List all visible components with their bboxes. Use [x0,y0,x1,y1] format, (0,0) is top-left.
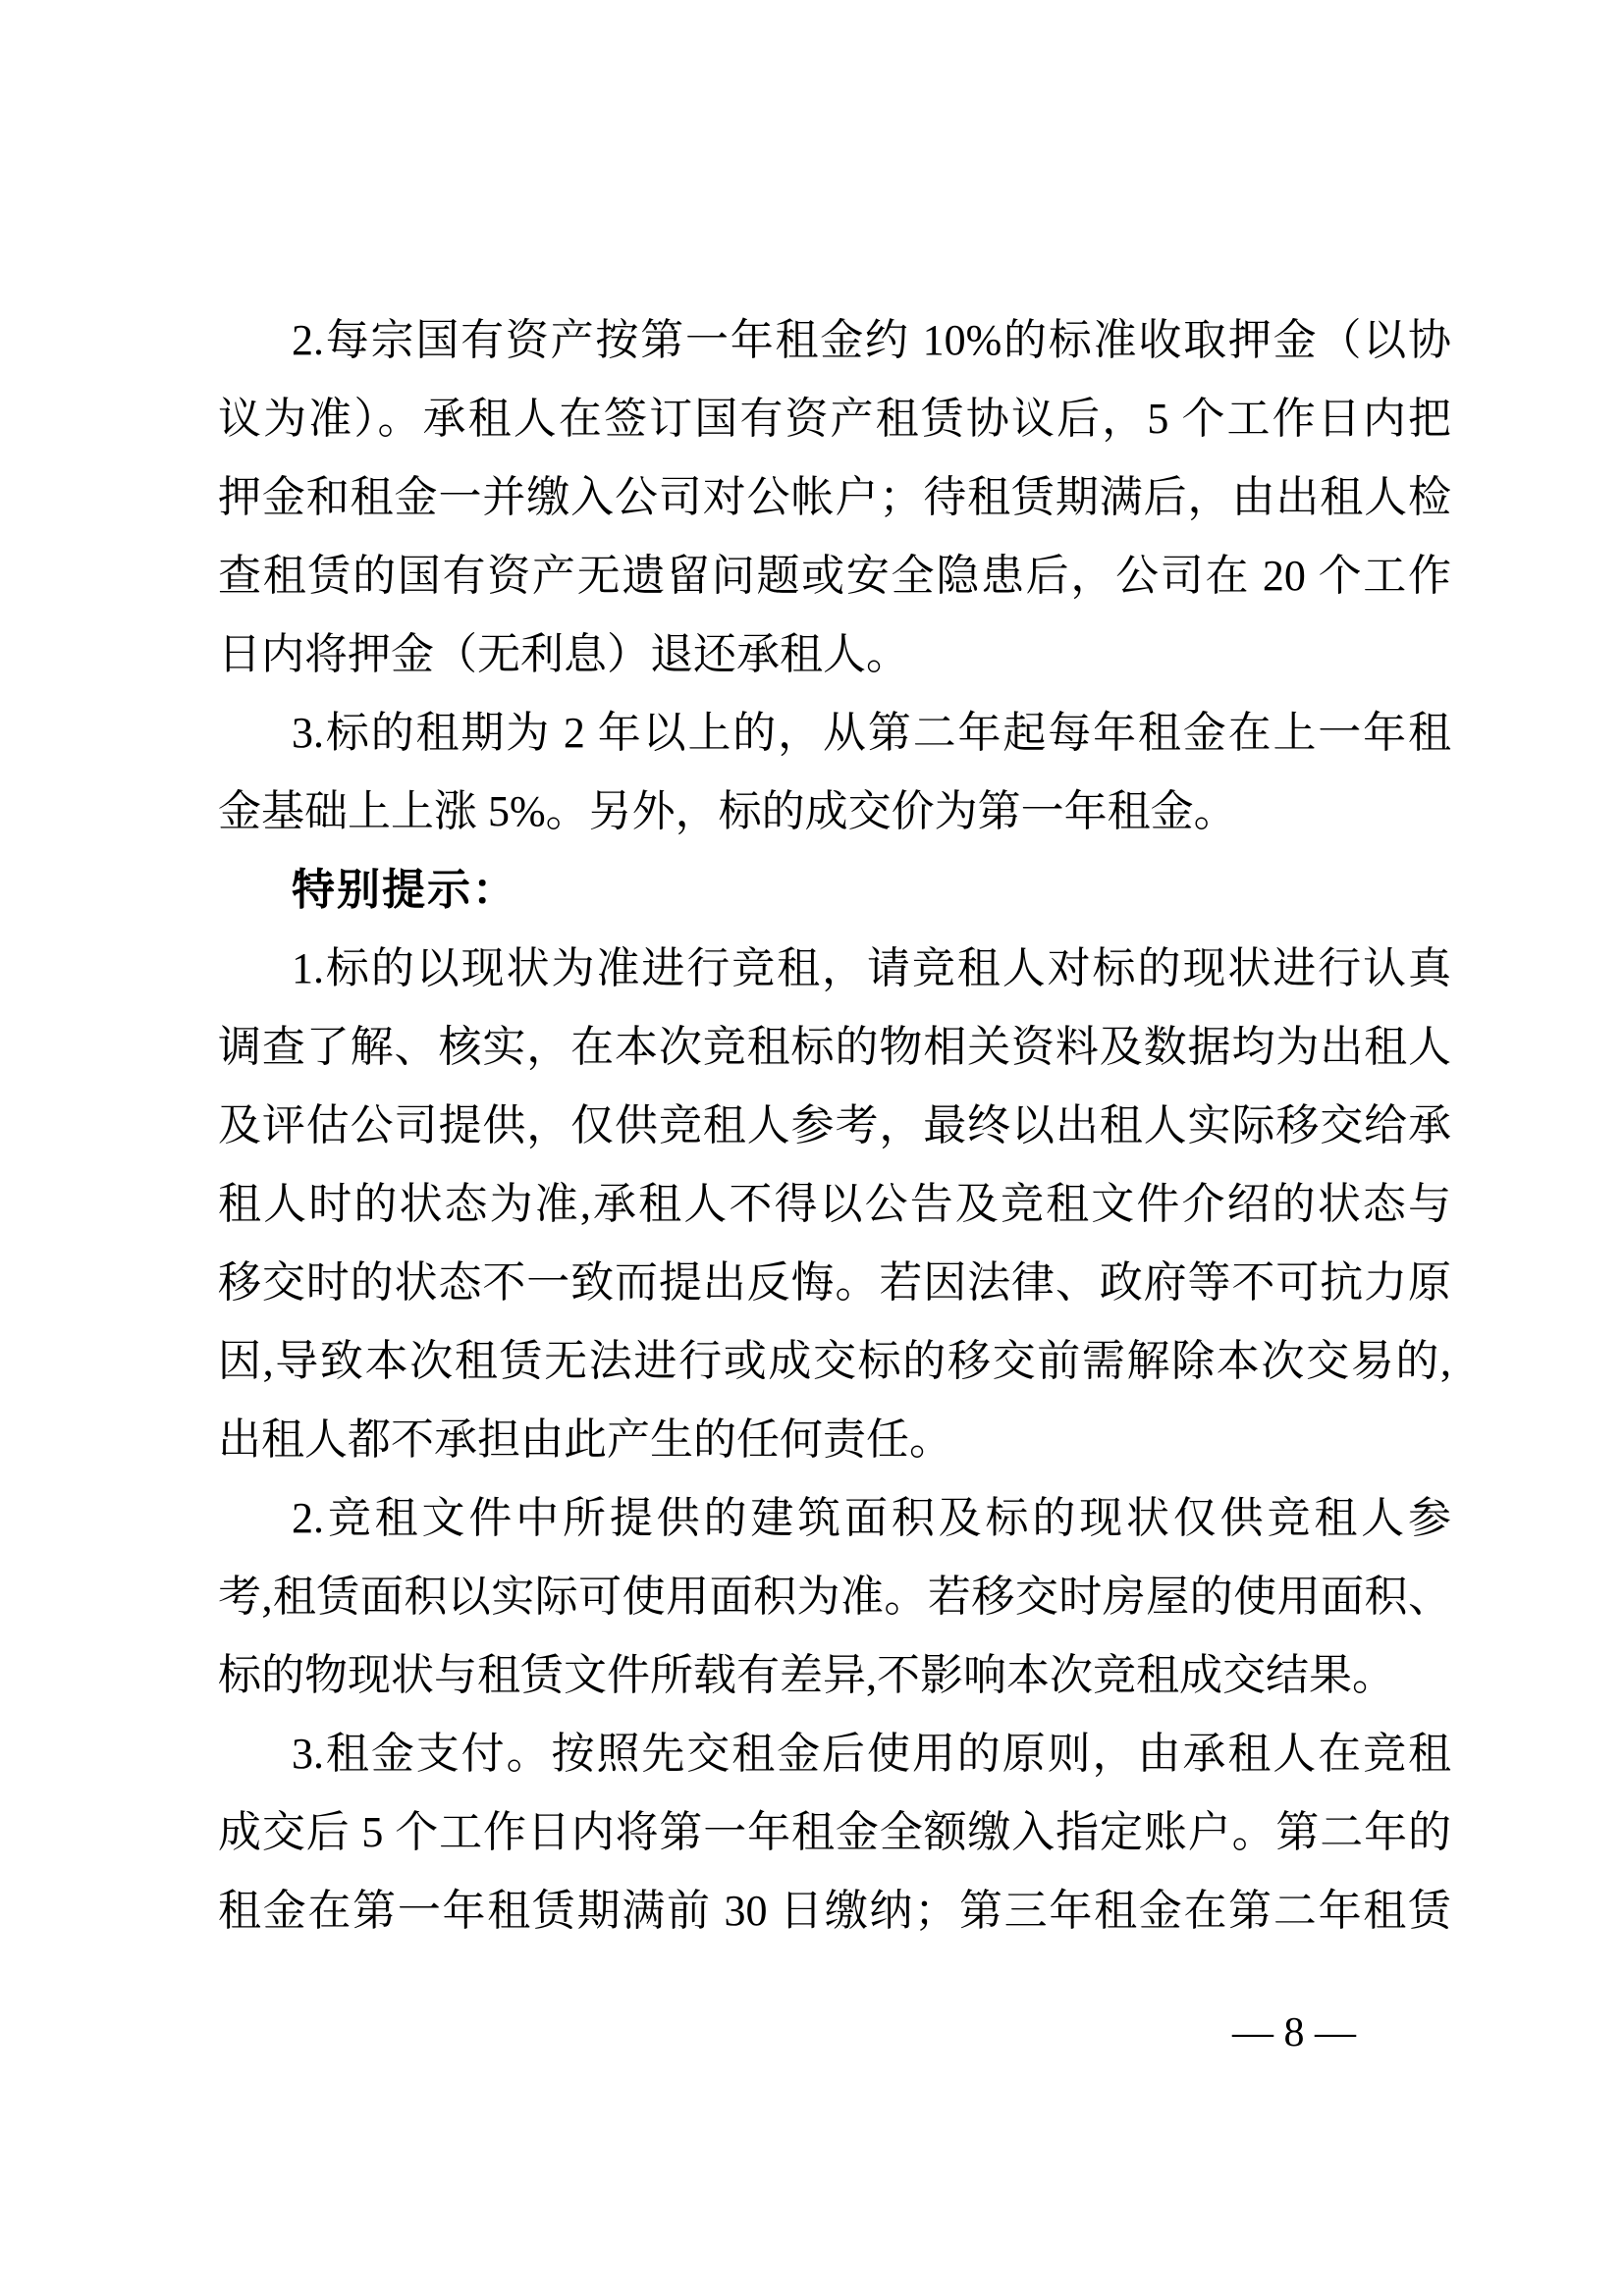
text-line: 金基础上上涨 5%。另外，标的成交价为第一年租金。 [218,787,1237,835]
text-line: 及评估公司提供，仅供竞租人参考，最终以出租人实际移交给承 [218,1101,1451,1149]
text-line: 标的物现状与租赁文件所载有差异,不影响本次竞租成交结果。 [218,1651,1395,1699]
text-line: 2.每宗国有资产按第一年租金约 10%的标准收取押金（以协 [292,316,1451,364]
text-line: 成交后 5 个工作日内将第一年租金全额缴入指定账户。第二年的 [218,1808,1451,1856]
text-line: 考,租赁面积以实际可使用面积为准。若移交时房屋的使用面积、 [218,1573,1451,1621]
text-line: 因,导致本次租赁无法进行或成交标的移交前需解除本次交易的, [218,1337,1451,1385]
notice-1-as-is-condition [218,930,1451,1479]
text-line: 3.租金支付。按照先交租金后使用的原则，由承租人在竞租 [292,1730,1451,1778]
clause-2-deposit-terms [218,301,1451,694]
notice-3-rent-payment [218,1715,1451,1950]
document-body [218,301,1451,1950]
page-number: — 8 — [1232,2010,1356,2056]
clause-3-rent-increase [218,694,1451,851]
text-line: 议为准）。承租人在签订国有资产租赁协议后，5 个工作日内把 [218,395,1451,443]
text-line: 出租人都不承担由此产生的任何责任。 [218,1415,952,1464]
text-line: 1.标的以现状为准进行竞租，请竞租人对标的现状进行认真 [292,944,1451,992]
text-line: 租金在第一年租赁期满前 30 日缴纳；第三年租金在第二年租赁 [218,1887,1451,1935]
text-line: 租人时的状态为准,承租人不得以公告及竞租文件介绍的状态与 [218,1180,1451,1228]
text-line: 3.标的租期为 2 年以上的，从第二年起每年租金在上一年租 [292,709,1451,757]
text-line: 查租赁的国有资产无遗留问题或安全隐患后，公司在 20 个工作 [218,552,1451,600]
text-line: 押金和租金一并缴入公司对公帐户；待租赁期满后，由出租人检 [218,473,1451,521]
notice-2-floor-area [218,1479,1451,1715]
special-notice-heading [218,851,1451,930]
text-line: 移交时的状态不一致而提出反悔。若因法律、政府等不可抗力原 [218,1258,1451,1307]
text-line: 日内将押金（无利息）退还承租人。 [218,630,909,678]
text-line: 调查了解、核实，在本次竞租标的物相关资料及数据均为出租人 [218,1023,1451,1071]
text-line: 2.竞租文件中所提供的建筑面积及标的现状仅供竞租人参 [292,1494,1451,1542]
text-line: 特别提示： [292,866,517,914]
